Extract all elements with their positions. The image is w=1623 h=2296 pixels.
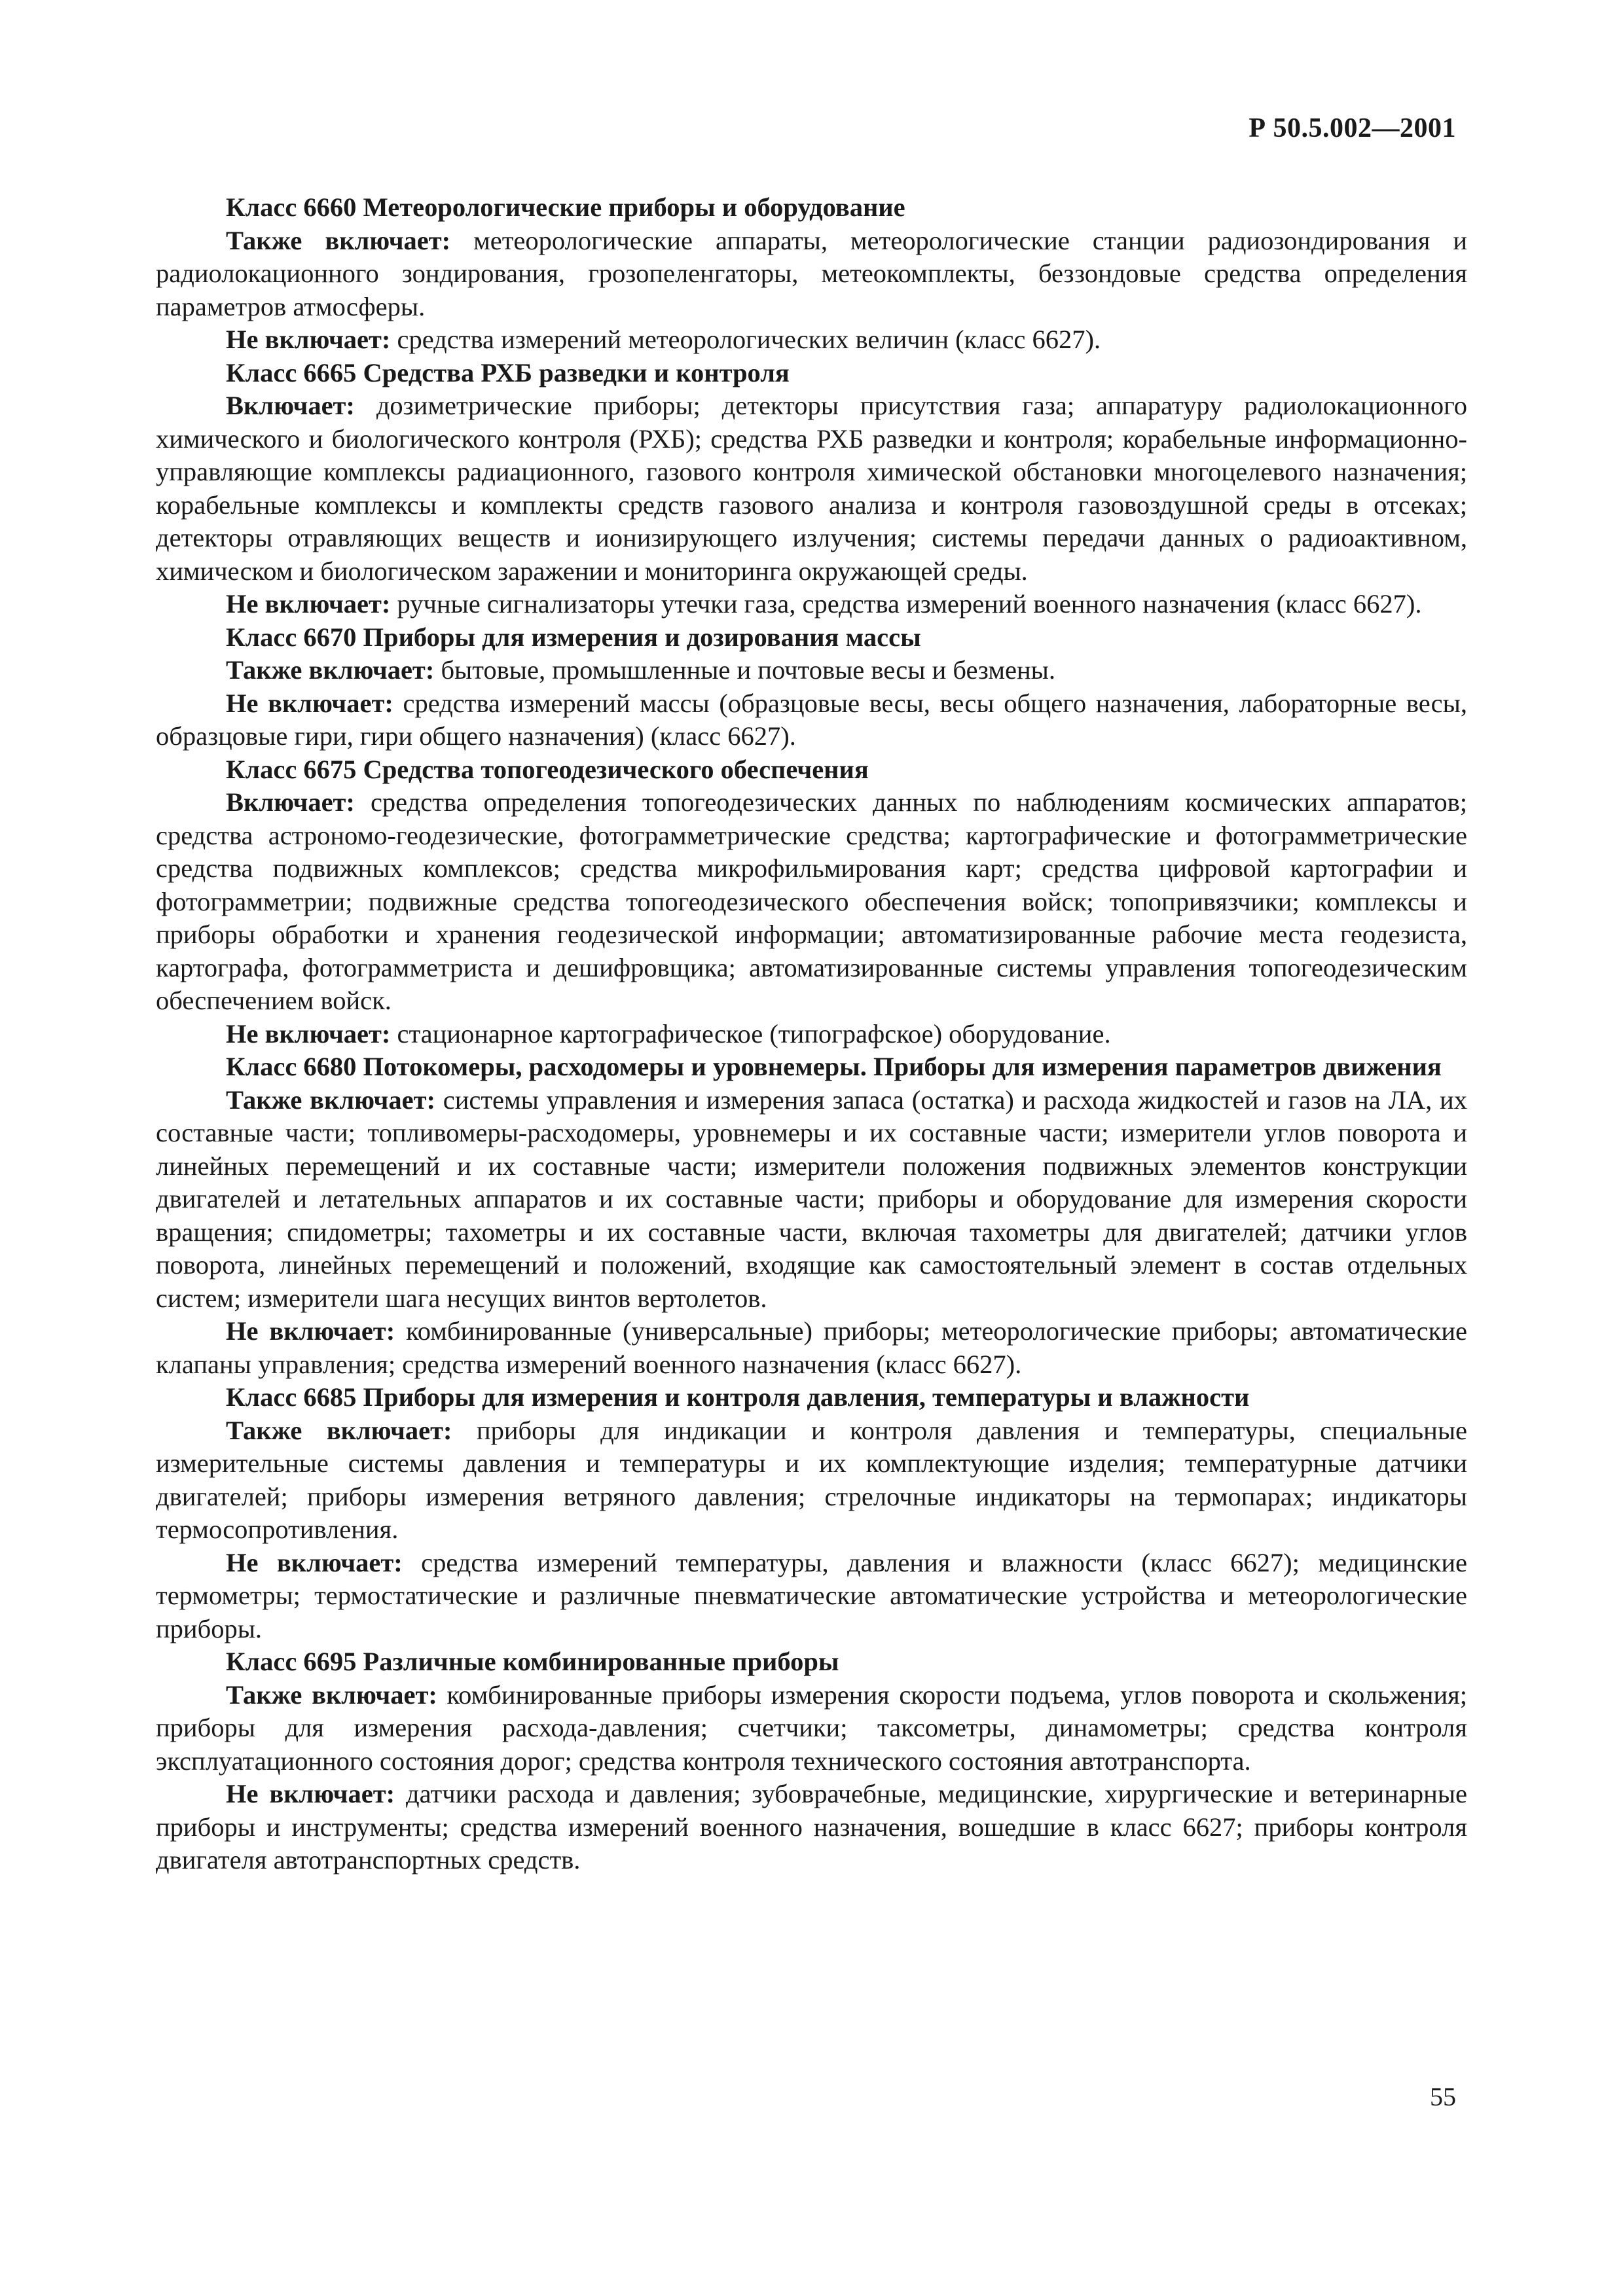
- class-6695-not-includes: [156, 1778, 1467, 1877]
- class-6665-not-includes: [156, 588, 1467, 621]
- class-6695-also-includes: [156, 1679, 1467, 1778]
- not-includes-label: Не включает:: [226, 1018, 391, 1049]
- page-number: 55: [1430, 2082, 1456, 2111]
- class-6680-not-includes-text: комбинированные (универсальные) приборы; метеорологические приборы; автоматические клапаны управления; средства измерений военного назначения (класс 6627).: [156, 1316, 1467, 1379]
- class-6660-not-includes-text: средства измерений метеорологических величин (класс 6627).: [390, 325, 1101, 354]
- class-heading-6660: Класс 6660 Метеорологические приборы и оборудование: [226, 192, 905, 222]
- class-6660-also-includes-text: метеорологические аппараты, метеорологические станции радиозондирования и радиолокационного зондирования, грозопеленгаторы, метеокомплекты, беззондовые средства определения параметров атмосферы.: [156, 225, 1468, 321]
- class-heading-6665: Класс 6665 Средства РХБ разведки и контроля: [226, 357, 790, 387]
- class-6695-not-includes-text: датчики расхода и давления; зубоврачебные, медицинские, хирургические и ветеринарные приборы и инструменты; средства измерений военного назначения, вошедшие в класс 6627; приборы контроля двигателя автотранспортных средств.: [156, 1779, 1467, 1874]
- class-6670-not-includes-text: средства измерений массы (образцовые весы, весы общего назначения, лабораторные весы, образцовые гири, гири общего назначения) (класс 6627).: [156, 688, 1467, 751]
- class-6685-not-includes-text: средства измерений температуры, давления и влажности (класс 6627); медицинские термометры; термостатические и различные пневматические автоматические устройства и метеорологические приборы.: [156, 1547, 1467, 1643]
- class-6670-not-includes: [156, 687, 1467, 753]
- class-6675-includes-text: средства определения топогеодезических данных по наблюдениям космических аппаратов; средства астрономо-геодезические, фотограмметрические средства; картографические и фотограмметрические средства подвижных комплексов; средства микрофильмирования карт; средства цифровой картографии и фотограмметрии; подвижные средства топогеодезического обеспечения войск; топопривязчики; комплексы и приборы обработки и хранения геодезической информации; автоматизированные рабочие места геодезиста, картографа, фотограмметриста и дешифровщика; автоматизированные системы управления топогеодезическим обеспечением войск.: [156, 787, 1467, 1015]
- also-includes-label: Также включает:: [226, 1415, 452, 1445]
- not-includes-label: Не включает:: [226, 325, 391, 354]
- class-heading-6685: Класс 6685 Приборы для измерения и контроля давления, температуры и влажности: [226, 1382, 1250, 1412]
- class-heading-6675: Класс 6675 Средства топогеодезического обеспечения: [226, 754, 869, 784]
- class-heading-6695: Класс 6695 Различные комбинированные приборы: [226, 1647, 839, 1676]
- class-heading-6680: Класс 6680 Потокомеры, расходомеры и уровнемеры. Приборы для измерения параметров движения: [226, 1052, 1442, 1081]
- not-includes-label: Не включает:: [226, 688, 393, 718]
- class-6685-also-includes-text: приборы для индикации и контроля давления и температуры, специальные измерительные системы давления и температуры и их комплектующие изделия; температурные датчики двигателей; приборы измерения ветряного давления; стрелочные индикаторы на термопарах; индикаторы термосопротивления.: [156, 1415, 1468, 1544]
- class-6685-not-includes: [156, 1547, 1467, 1646]
- also-includes-label: Также включает:: [226, 225, 451, 255]
- class-6665-includes-text: дозиметрические приборы; детекторы присутствия газа; аппаратуру радиолокационного химического и биологического контроля (РХБ); средства РХБ разведки и контроля; корабельные информационно-управляющие комплексы радиационного, газового контроля химической обстановки многоцелевого назначения; корабельные комплексы и комплекты средств газового анализа и контроля газовоздушной среды в отсеках; детекторы отравляющих веществ и ионизирующего излучения; системы передачи данных о радиоактивном, химическом и биологическом заражении и мониторинга окружающей среды.: [156, 391, 1467, 586]
- class-6680-not-includes: [156, 1315, 1467, 1381]
- not-includes-label: Не включает:: [226, 1779, 395, 1808]
- also-includes-label: Также включает:: [226, 1679, 437, 1710]
- class-6680-also-includes: [156, 1084, 1467, 1316]
- class-6660-also-includes: [156, 224, 1467, 324]
- class-6660-not-includes: [156, 323, 1467, 357]
- document-code: Р 50.5.002—2001: [1249, 113, 1456, 143]
- not-includes-label: Не включает:: [226, 1547, 403, 1577]
- includes-label: Включает:: [226, 391, 355, 420]
- class-6675-includes: [156, 786, 1467, 1018]
- class-6680-also-includes-text: системы управления и измерения запаса (остатка) и расхода жидкостей и газов на ЛА, их составные части; топливомеры-расходомеры, уровнемеры и их составные части; измерители углов поворота и линейных перемещений и их составные части; измерители положения подвижных элементов конструкции двигателей и летательных аппаратов и их составные части; приборы и оборудование для измерения скорости вращения; спидометры; тахометры и их составные части, включая тахометры для двигателей; датчики углов поворота, линейных перемещений и положений, входящие как самостоятельный элемент в состав отдельных систем; измерители шага несущих винтов вертолетов.: [156, 1085, 1467, 1313]
- class-heading-6670: Класс 6670 Приборы для измерения и дозирования массы: [226, 622, 921, 652]
- class-6665-not-includes-text: ручные сигнализаторы утечки газа, средства измерений военного назначения (класс 6627).: [390, 589, 1422, 619]
- class-6670-also-includes-text: бытовые, промышленные и почтовые весы и безмены.: [434, 655, 1055, 685]
- class-6685-also-includes: [156, 1414, 1467, 1547]
- not-includes-label: Не включает:: [226, 589, 391, 619]
- class-6675-not-includes: [156, 1018, 1467, 1051]
- also-includes-label: Также включает:: [226, 1085, 435, 1115]
- document-body: [156, 191, 1467, 1877]
- class-6675-not-includes-text: стационарное картографическое (типографское) оборудование.: [390, 1018, 1111, 1049]
- class-6695-also-includes-text: комбинированные приборы измерения скорости подъема, углов поворота и скольжения; приборы для измерения расхода-давления; счетчики; таксометры, динамометры; средства контроля эксплуатационного состояния дорог; средства контроля технического состояния автотранспорта.: [156, 1679, 1467, 1776]
- class-6665-includes: [156, 389, 1467, 588]
- class-6670-also-includes: [156, 654, 1467, 687]
- not-includes-label: Не включает:: [226, 1316, 395, 1346]
- includes-label: Включает:: [226, 787, 355, 817]
- also-includes-label: Также включает:: [226, 655, 435, 685]
